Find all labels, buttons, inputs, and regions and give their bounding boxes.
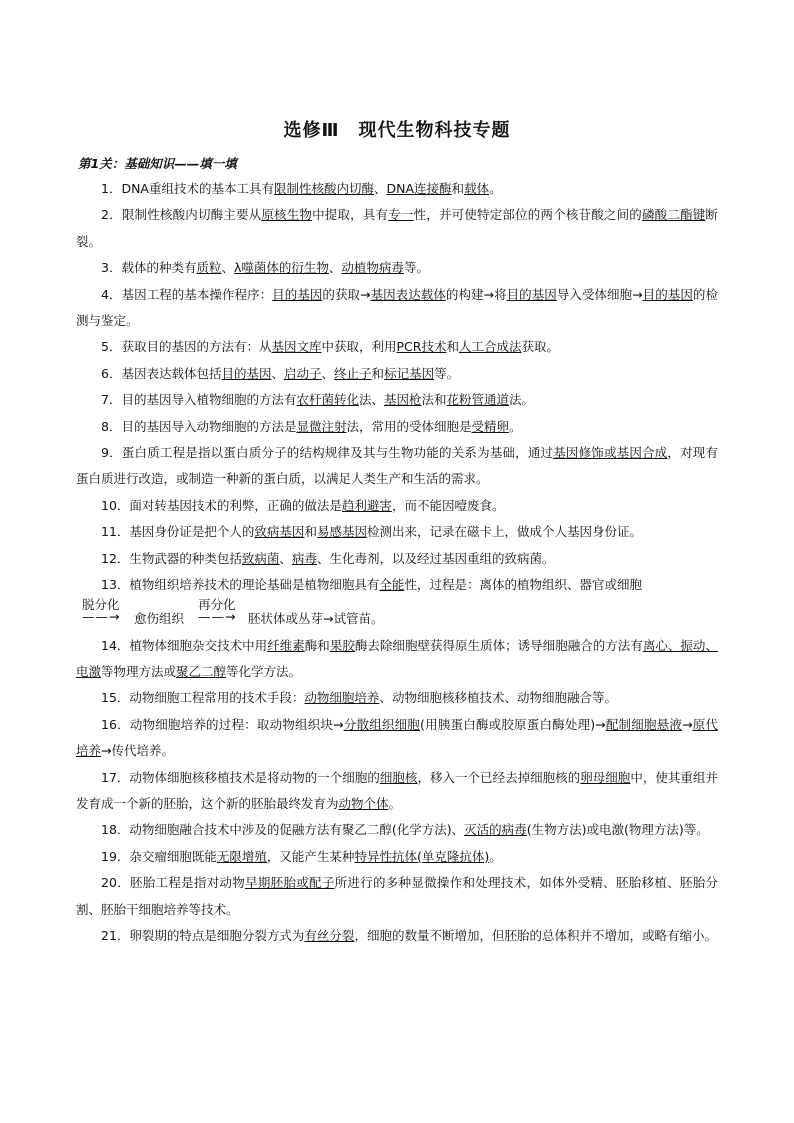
answer-blank: 原核生物 — [261, 207, 313, 223]
list-item — [76, 633, 718, 686]
item-text: 的检测与鉴定。 — [76, 286, 718, 329]
list-item — [76, 361, 718, 387]
answer-blank: 基因枪 — [384, 392, 422, 408]
item-text: →传代培养。 — [101, 743, 174, 759]
answer-blank: 全能 — [379, 577, 405, 593]
item-text: ，移入一个已经去掉细胞核的 — [417, 769, 581, 785]
answer-blank: 离心、振动、电激 — [76, 637, 718, 679]
item-text: (用胰蛋白酶或胶原蛋白酶处理)→ — [420, 716, 606, 732]
item-text: 法、 — [358, 392, 384, 408]
item-text: 。 — [509, 418, 522, 434]
item-text: 法。 — [509, 392, 535, 408]
item-text: 6．基因表达载体包括 — [101, 365, 222, 381]
item-text: 4．基因工程的基本操作程序： — [101, 286, 273, 302]
answer-blank: 终止子 — [334, 365, 372, 381]
answer-blank: DNA连接酶 — [386, 181, 452, 196]
item-text: 性，过程是：离体的植物组织、器官或细胞 — [404, 577, 642, 593]
answer-blank: 分散组织细胞 — [343, 716, 421, 732]
item-text: 等物理方法或 — [101, 663, 177, 679]
answer-blank: 目的基因 — [642, 286, 693, 302]
item-text: 和 — [451, 181, 465, 196]
answer-blank: 细胞核 — [379, 769, 418, 785]
answer-blank: 灭活的病毒 — [464, 822, 527, 838]
item-text: 、生化毒剂，以及经过基因重组的致病菌。 — [316, 550, 555, 566]
answer-blank: 病毒 — [291, 550, 317, 566]
list-item — [76, 572, 718, 598]
arrow-icon: ——→ — [198, 608, 237, 624]
answer-blank: 目的基因 — [272, 286, 323, 302]
item-text: 酶和 — [304, 637, 330, 653]
item-text: 中，使其重组并发育成一个新的胚胎，这个新的胚胎最终发育为 — [76, 769, 718, 811]
answer-blank: 配制细胞悬液 — [605, 716, 683, 732]
answer-blank: 基因文库 — [271, 339, 322, 355]
item-text: 9．蛋白质工程是指以蛋白质分子的结构规律及其与生物功能的关系为基础，通过 — [101, 445, 554, 461]
item-text: 导入受体细胞→ — [556, 286, 643, 302]
item-text: 8．目的基因导入动物细胞的方法是 — [101, 418, 297, 434]
item-text: 、 — [374, 181, 387, 196]
item-text: 所进行的多种显微操作和处理技术，如体外受精、胚胎移植、胚胎分割、胚胎干细胞培养等技术。 — [76, 875, 718, 917]
answer-blank: 人工合成法 — [458, 339, 522, 355]
list-item — [76, 176, 718, 202]
item-text: 。 — [489, 181, 502, 196]
item-text: 3．载体的种类有 — [101, 260, 197, 276]
item-text: 20．胚胎工程是指对动物 — [101, 875, 246, 891]
answer-blank: 致病菌 — [241, 550, 280, 566]
item-text: 14．植物体细胞杂交技术中用 — [101, 637, 268, 653]
answer-blank: 易感基因 — [316, 524, 367, 540]
answer-blank: 聚乙二醇 — [176, 663, 227, 679]
answer-blank: 目的基因 — [221, 365, 272, 381]
answer-blank: 标记基因 — [384, 365, 435, 381]
answer-blank: 受精卵 — [471, 418, 510, 434]
item-text: 1．DNA重组技术的基本工具有 — [101, 181, 274, 196]
answer-blank: 动物细胞培养 — [304, 690, 380, 706]
answer-blank: 卵母细胞 — [580, 769, 631, 785]
answer-blank: 原代培养 — [76, 716, 718, 759]
item-text: 、 — [279, 550, 292, 566]
answer-blank: 花粉管通道 — [446, 392, 510, 408]
item-text: 16．动物细胞培养的过程：取动物组织块→ — [101, 716, 344, 732]
list-item — [76, 817, 718, 843]
list-item — [76, 765, 718, 818]
item-text: 酶去除细胞壁获得原生质体；诱导细胞融合的方法有 — [354, 637, 643, 653]
list-item — [76, 923, 718, 949]
item-text: 17．动物体细胞核移植技术是将动物的一个细胞的 — [101, 769, 380, 785]
item-text: 、 — [271, 365, 284, 381]
item-text: ，而不能因噎废食。 — [391, 497, 505, 513]
item-text: 等化学方法。 — [226, 663, 302, 679]
list-item — [76, 440, 718, 493]
item-text: 断裂。 — [76, 207, 718, 249]
list-item — [76, 387, 718, 413]
list-item — [76, 202, 718, 255]
answer-blank: 无限增殖 — [216, 848, 267, 864]
item-text: 和 — [304, 524, 317, 540]
list-item — [76, 685, 718, 711]
answer-blank: λ噬菌体的衍生物 — [234, 260, 329, 276]
answer-blank: 早期胚胎或配子 — [245, 875, 335, 891]
item-text: 获取。 — [521, 339, 559, 355]
item-text: 、 — [221, 260, 234, 276]
answer-blank: 磷酸二酯键 — [641, 207, 706, 223]
list-item — [76, 282, 718, 335]
item-text: 13．植物组织培养技术的理论基础是植物细胞具有 — [101, 577, 380, 593]
item-text: 。 — [388, 795, 402, 811]
fill-in-list — [76, 176, 718, 949]
answer-blank: 有丝分裂 — [304, 927, 355, 943]
item-text: 和 — [371, 365, 385, 381]
list-item — [76, 519, 718, 545]
item-text: 和 — [446, 339, 459, 355]
list-item — [76, 414, 718, 440]
item-text: 21．卵裂期的特点是细胞分裂方式为 — [101, 927, 305, 943]
process-label-redifferentiation: 再分化 — [198, 596, 236, 612]
item-text: ，又能产生某种 — [266, 848, 355, 864]
item-text: 、动物细胞核移植技术、动物细胞融合等。 — [379, 690, 617, 706]
item-text: 18．动物细胞融合技术中涉及的促融方法有聚乙二醇(化学方法)、 — [101, 822, 465, 838]
item-text: ，对现有蛋白质进行改造，或制造一种新的蛋白质，以满足人类生产和生活的需求。 — [76, 445, 718, 487]
item-text: 等。 — [434, 365, 460, 381]
answer-blank: 质粒 — [196, 260, 222, 276]
item-text: 。 — [489, 848, 502, 864]
answer-blank: 动物个体 — [338, 795, 389, 811]
list-item — [76, 546, 718, 572]
item-text: 2．限制性核酸内切酶主要从 — [101, 207, 262, 223]
item-text: 10．面对转基因技术的利弊，正确的做法是 — [101, 497, 342, 513]
answer-blank: PCR技术 — [396, 339, 447, 355]
item-text: 法和 — [421, 392, 447, 408]
item-text: 19．杂交瘤细胞既能 — [101, 848, 217, 864]
item-text: 法，常用的受体细胞是 — [346, 418, 472, 434]
answer-blank: 限制性核酸内切酶 — [273, 181, 374, 196]
item-text: 性，并可使特定部位的两个核苷酸之间的 — [413, 207, 642, 223]
item-text: 的获取→ — [322, 286, 371, 302]
item-text: 7．目的基因导入植物细胞的方法有 — [101, 392, 297, 408]
list-item — [76, 255, 718, 281]
item-text: 5．获取目的基因的方法有：从 — [101, 339, 272, 355]
item-text: 15．动物细胞工程常用的技术手段： — [101, 690, 305, 706]
answer-blank: 致病基因 — [254, 524, 305, 540]
list-item — [76, 844, 718, 870]
tissue-culture-flow — [76, 596, 718, 633]
page-title: 选修Ⅲ 现代生物科技专题 — [283, 120, 511, 141]
item-text: 11．基因身份证是把个人的 — [101, 524, 255, 540]
answer-blank: 纤维素 — [267, 637, 305, 653]
answer-blank: 启动子 — [284, 365, 322, 381]
list-item — [76, 493, 718, 519]
process-label-dedifferentiation: 脱分化 — [82, 596, 120, 612]
answer-blank: 果胶 — [329, 637, 355, 653]
item-text: 、 — [328, 260, 342, 276]
arrow-icon: ——→ — [82, 608, 121, 624]
item-text: 12．生物武器的种类包括 — [101, 550, 242, 566]
item-text: ，细胞的数量不断增加，但胚胎的总体积并不增加，或略有缩小。 — [354, 927, 717, 943]
item-text: → — [682, 716, 693, 732]
section-heading: 第1关：基础知识——填一填 — [78, 156, 237, 171]
item-text: 中提取，具有 — [312, 207, 389, 223]
answer-blank: 显微注射 — [296, 418, 347, 434]
item-text: (生物方法)或电激(物理方法)等。 — [526, 822, 709, 838]
answer-blank: 载体 — [464, 181, 490, 196]
item-text: 中获取，利用 — [321, 339, 397, 355]
stage-callus: 愈伤组织 — [134, 610, 185, 626]
item-text: 的构建→将 — [445, 286, 507, 302]
list-item — [76, 870, 718, 923]
answer-blank: 基因表达载体 — [370, 286, 446, 302]
answer-blank: 特异性抗体(单克隆抗体) — [354, 848, 490, 864]
list-item — [76, 712, 718, 765]
item-text: 等。 — [403, 260, 429, 276]
answer-blank: 专一 — [388, 207, 414, 223]
list-item — [76, 334, 718, 360]
answer-blank: 趋利避害 — [341, 497, 392, 513]
item-text: 检测出来，记录在磁卡上，做成个人基因身份证。 — [366, 524, 642, 540]
answer-blank: 目的基因 — [506, 286, 557, 302]
item-text: 、 — [321, 365, 335, 381]
answer-blank: 农杆菌转化 — [296, 392, 359, 408]
answer-blank: 动植物病毒 — [341, 260, 404, 276]
stage-result: 胚状体或丛芽→试管苗。 — [248, 610, 384, 626]
answer-blank: 基因修饰或基因合成 — [553, 445, 668, 461]
